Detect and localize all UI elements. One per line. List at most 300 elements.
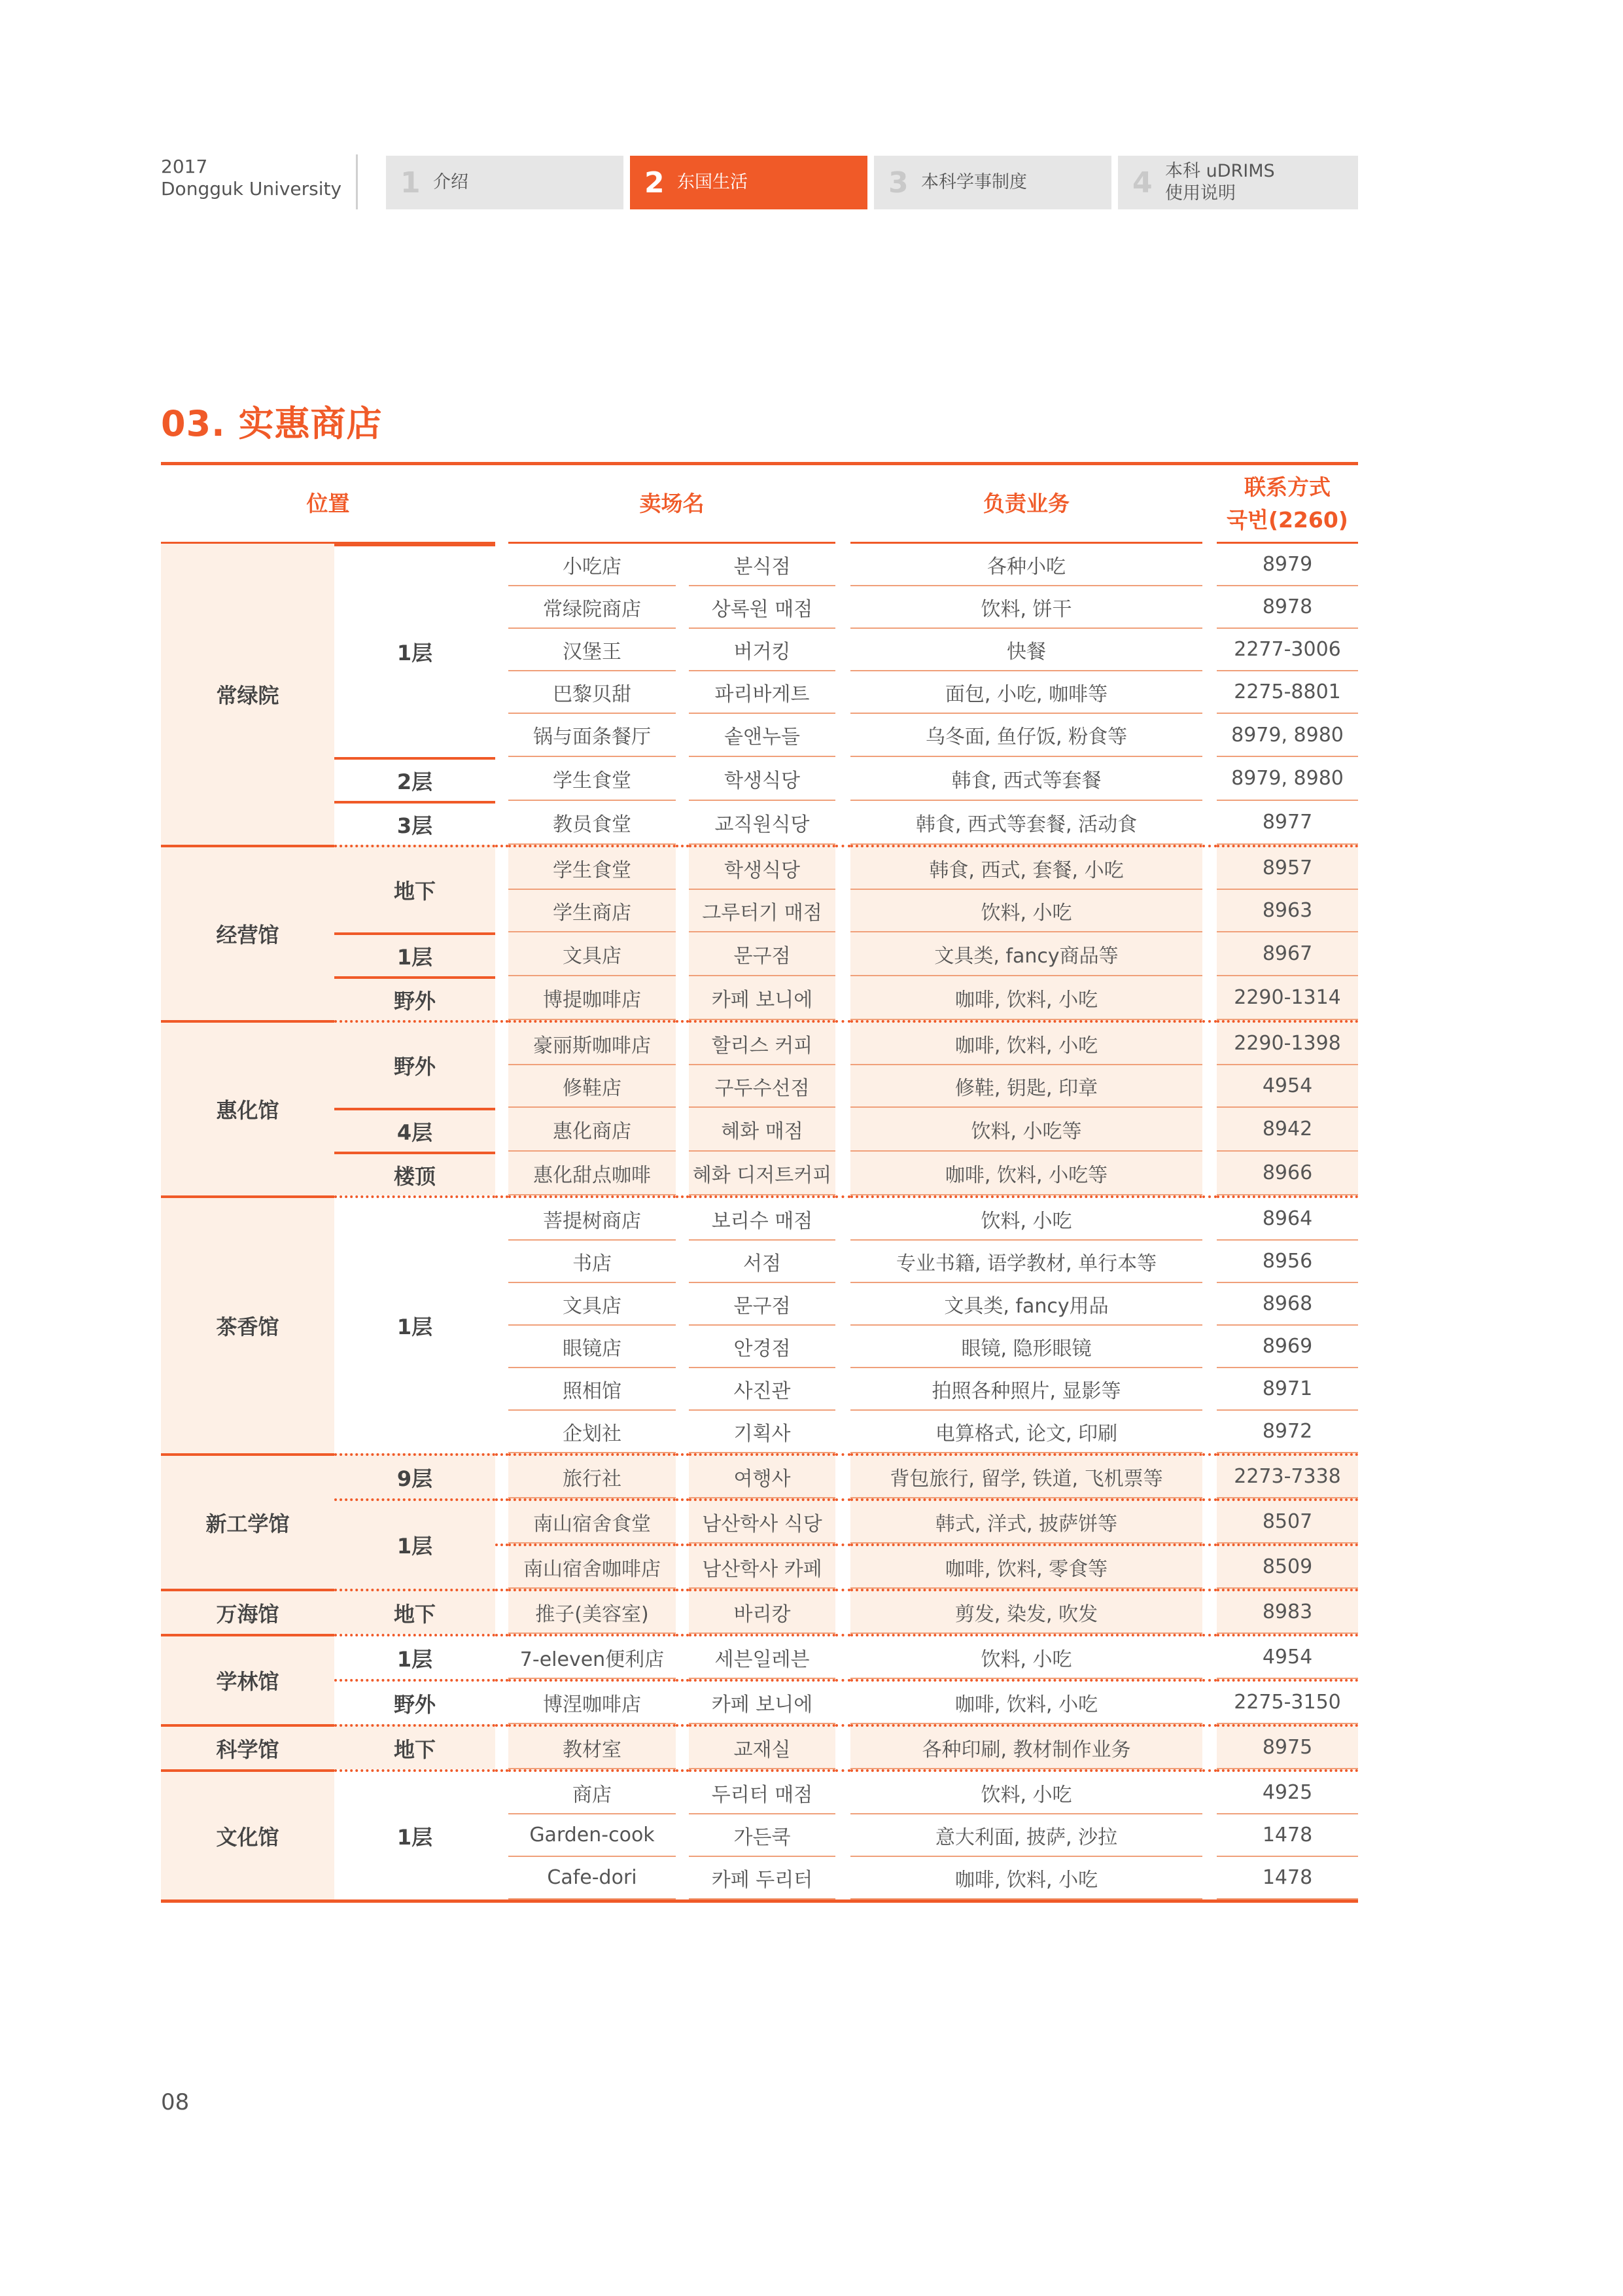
store-name-cn: 旅行社 bbox=[508, 1453, 676, 1498]
column-gap bbox=[835, 801, 850, 845]
business-desc: 文具类, fancy商品等 bbox=[850, 932, 1202, 976]
store-name-cn: 锅与面条餐厅 bbox=[508, 714, 676, 757]
contact-number: 8983 bbox=[1217, 1589, 1358, 1634]
column-gap bbox=[676, 1241, 689, 1283]
column-gap bbox=[676, 1020, 689, 1065]
store-name-cn: 教材室 bbox=[508, 1724, 676, 1769]
building-name: 科学馆 bbox=[161, 1724, 334, 1769]
contact-number: 2290-1398 bbox=[1217, 1020, 1358, 1065]
business-desc: 剪发, 染发, 吹发 bbox=[850, 1589, 1202, 1634]
column-gap bbox=[676, 1195, 689, 1241]
contact-number: 8972 bbox=[1217, 1411, 1358, 1453]
contact-number: 8956 bbox=[1217, 1241, 1358, 1283]
store-name-cn: 修鞋店 bbox=[508, 1065, 676, 1108]
table-row bbox=[161, 1679, 1358, 1724]
floor-label: 野外 bbox=[334, 1020, 495, 1108]
contact-number: 8968 bbox=[1217, 1283, 1358, 1326]
column-gap bbox=[676, 1589, 689, 1634]
store-name-cn: 南山宿舍食堂 bbox=[508, 1498, 676, 1544]
column-gap bbox=[835, 1724, 850, 1769]
column-gap bbox=[835, 890, 850, 932]
column-gap bbox=[495, 714, 508, 757]
column-gap bbox=[495, 1814, 508, 1857]
column-gap bbox=[676, 714, 689, 757]
store-name-cn: 学生食堂 bbox=[508, 757, 676, 801]
store-name-kr: 바리캉 bbox=[689, 1589, 835, 1634]
store-name-cn: 眼镜店 bbox=[508, 1326, 676, 1368]
store-name-kr: 여행사 bbox=[689, 1453, 835, 1498]
store-name-cn: 学生食堂 bbox=[508, 845, 676, 890]
column-gap bbox=[835, 1544, 850, 1589]
contact-number: 8978 bbox=[1217, 586, 1358, 629]
column-gap bbox=[495, 629, 508, 671]
floor-label: 楼顶 bbox=[334, 1152, 495, 1195]
column-gap bbox=[495, 1857, 508, 1899]
business-desc: 韩食, 西式等套餐 bbox=[850, 757, 1202, 801]
column-gap bbox=[676, 1724, 689, 1769]
column-gap bbox=[1202, 1769, 1217, 1814]
column-gap bbox=[676, 1453, 689, 1498]
business-desc: 修鞋, 钥匙, 印章 bbox=[850, 1065, 1202, 1108]
table-row bbox=[161, 1195, 1358, 1241]
store-name-kr: 구두수선점 bbox=[689, 1065, 835, 1108]
contact-number: 8979, 8980 bbox=[1217, 757, 1358, 801]
column-gap bbox=[676, 1634, 689, 1679]
table-row bbox=[161, 1634, 1358, 1679]
table-row bbox=[161, 1453, 1358, 1498]
column-gap bbox=[1202, 1679, 1217, 1724]
floor-label: 地下 bbox=[334, 845, 495, 932]
column-gap bbox=[495, 1544, 508, 1589]
store-name-cn: 文具店 bbox=[508, 932, 676, 976]
table-row bbox=[161, 1108, 1358, 1152]
contact-number: 8963 bbox=[1217, 890, 1358, 932]
column-gap bbox=[1202, 1108, 1217, 1152]
column-gap bbox=[676, 1544, 689, 1589]
page-number: 08 bbox=[161, 2089, 190, 2115]
column-gap bbox=[1202, 544, 1217, 586]
column-gap bbox=[495, 1769, 508, 1814]
column-gap bbox=[1202, 1411, 1217, 1453]
header-divider bbox=[356, 154, 358, 209]
business-desc: 咖啡, 饮料, 小吃 bbox=[850, 1679, 1202, 1724]
column-gap bbox=[495, 1065, 508, 1108]
column-gap bbox=[835, 1283, 850, 1326]
store-name-cn: 汉堡王 bbox=[508, 629, 676, 671]
column-gap bbox=[676, 1679, 689, 1724]
column-gap bbox=[835, 629, 850, 671]
column-gap bbox=[1202, 1453, 1217, 1498]
contact-number: 2275-3150 bbox=[1217, 1679, 1358, 1724]
contact-number: 2277-3006 bbox=[1217, 629, 1358, 671]
building-name: 万海馆 bbox=[161, 1589, 334, 1634]
column-gap bbox=[1202, 586, 1217, 629]
column-gap bbox=[495, 801, 508, 845]
column-gap bbox=[835, 586, 850, 629]
column-gap bbox=[835, 1020, 850, 1065]
business-desc: 咖啡, 饮料, 小吃 bbox=[850, 1857, 1202, 1899]
column-gap bbox=[1202, 1195, 1217, 1241]
store-name-kr: 카페 두리터 bbox=[689, 1857, 835, 1899]
column-gap bbox=[835, 1241, 850, 1283]
business-desc: 拍照各种照片, 显影等 bbox=[850, 1368, 1202, 1411]
column-gap bbox=[495, 1152, 508, 1195]
store-name-kr: 세븐일레븐 bbox=[689, 1634, 835, 1679]
business-desc: 咖啡, 饮料, 小吃等 bbox=[850, 1152, 1202, 1195]
table-row bbox=[161, 1152, 1358, 1195]
header-location: 位置 bbox=[161, 465, 495, 544]
column-gap bbox=[1202, 845, 1217, 890]
business-desc: 各种印刷, 教材制作业务 bbox=[850, 1724, 1202, 1769]
store-name-kr: 남산학사 카페 bbox=[689, 1544, 835, 1589]
contact-number: 8967 bbox=[1217, 932, 1358, 976]
floor-label: 地下 bbox=[334, 1724, 495, 1769]
column-gap bbox=[835, 1453, 850, 1498]
column-gap bbox=[676, 1152, 689, 1195]
table-row bbox=[161, 544, 1358, 586]
column-gap bbox=[495, 976, 508, 1020]
column-gap bbox=[676, 1065, 689, 1108]
column-gap bbox=[676, 1857, 689, 1899]
column-gap bbox=[835, 544, 850, 586]
column-gap bbox=[835, 1814, 850, 1857]
building-name: 惠化馆 bbox=[161, 1020, 334, 1195]
store-name-kr: 학생식당 bbox=[689, 757, 835, 801]
business-desc: 饮料, 小吃等 bbox=[850, 1108, 1202, 1152]
tab-label: 介绍 bbox=[433, 172, 468, 192]
column-gap bbox=[835, 1589, 850, 1634]
floor-label: 地下 bbox=[334, 1589, 495, 1634]
header-contact bbox=[1217, 465, 1358, 544]
store-name-kr: 그루터기 매점 bbox=[689, 890, 835, 932]
store-name-cn: 巴黎贝甜 bbox=[508, 671, 676, 714]
store-name-kr: 솥앤누들 bbox=[689, 714, 835, 757]
column-gap bbox=[835, 1368, 850, 1411]
business-desc: 各种小吃 bbox=[850, 544, 1202, 586]
store-name-cn: 学生商店 bbox=[508, 890, 676, 932]
building-name: 茶香馆 bbox=[161, 1195, 334, 1453]
business-desc: 韩食, 西式, 套餐, 小吃 bbox=[850, 845, 1202, 890]
column-gap bbox=[676, 671, 689, 714]
business-desc: 饮料, 小吃 bbox=[850, 1634, 1202, 1679]
column-gap bbox=[835, 1634, 850, 1679]
store-name-kr: 문구점 bbox=[689, 932, 835, 976]
column-gap bbox=[676, 629, 689, 671]
column-gap bbox=[495, 1498, 508, 1544]
column-gap bbox=[835, 1679, 850, 1724]
table-row bbox=[161, 1769, 1358, 1814]
column-gap bbox=[495, 1195, 508, 1241]
business-desc: 饮料, 小吃 bbox=[850, 1769, 1202, 1814]
contact-number: 8964 bbox=[1217, 1195, 1358, 1241]
store-name-cn: 常绿院商店 bbox=[508, 586, 676, 629]
column-gap bbox=[495, 544, 508, 586]
store-name-kr: 혜화 매점 bbox=[689, 1108, 835, 1152]
store-name-cn: 教员食堂 bbox=[508, 801, 676, 845]
column-gap bbox=[676, 1326, 689, 1368]
store-name-kr: 카페 보니에 bbox=[689, 976, 835, 1020]
floor-label: 3层 bbox=[334, 801, 495, 845]
floor-label: 野外 bbox=[334, 976, 495, 1020]
column-gap bbox=[835, 671, 850, 714]
store-name-kr: 혜화 디저트커피 bbox=[689, 1152, 835, 1195]
table-row bbox=[161, 801, 1358, 845]
business-desc: 眼镜, 隐形眼镜 bbox=[850, 1326, 1202, 1368]
header-brand bbox=[161, 156, 341, 200]
contact-number: 4954 bbox=[1217, 1065, 1358, 1108]
column-gap bbox=[495, 890, 508, 932]
contact-number: 8971 bbox=[1217, 1368, 1358, 1411]
column-gap bbox=[1202, 1498, 1217, 1544]
store-name-kr: 두리터 매점 bbox=[689, 1769, 835, 1814]
store-name-kr: 교직원식당 bbox=[689, 801, 835, 845]
store-name-cn: 书店 bbox=[508, 1241, 676, 1283]
floor-label: 野外 bbox=[334, 1679, 495, 1724]
table-row bbox=[161, 932, 1358, 976]
building-name: 文化馆 bbox=[161, 1769, 334, 1899]
column-gap bbox=[495, 671, 508, 714]
contact-number: 8975 bbox=[1217, 1724, 1358, 1769]
column-gap bbox=[1202, 932, 1217, 976]
building-name: 学林馆 bbox=[161, 1634, 334, 1724]
column-gap bbox=[676, 586, 689, 629]
contact-number: 8966 bbox=[1217, 1152, 1358, 1195]
tab-academic-system[interactable] bbox=[874, 156, 1111, 209]
column-gap bbox=[495, 586, 508, 629]
column-gap bbox=[835, 845, 850, 890]
column-gap bbox=[495, 757, 508, 801]
floor-label: 1层 bbox=[334, 1195, 495, 1453]
floor-label: 9层 bbox=[334, 1453, 495, 1498]
column-gap bbox=[835, 976, 850, 1020]
column-gap bbox=[835, 757, 850, 801]
column-gap bbox=[835, 932, 850, 976]
business-desc: 文具类, fancy用品 bbox=[850, 1283, 1202, 1326]
column-gap bbox=[495, 1453, 508, 1498]
column-gap bbox=[1202, 1724, 1217, 1769]
floor-label: 1层 bbox=[334, 544, 495, 757]
table-header-row bbox=[161, 465, 1358, 544]
column-gap bbox=[676, 757, 689, 801]
header-contact-line2: 국번(2260) bbox=[1227, 506, 1348, 533]
column-gap bbox=[1202, 890, 1217, 932]
store-name-cn: 企划社 bbox=[508, 1411, 676, 1453]
building-name: 经营馆 bbox=[161, 845, 334, 1020]
column-gap bbox=[835, 1498, 850, 1544]
building-name: 新工学馆 bbox=[161, 1453, 334, 1589]
column-gap bbox=[495, 1326, 508, 1368]
stores-table bbox=[161, 462, 1358, 1903]
store-name-kr: 안경점 bbox=[689, 1326, 835, 1368]
contact-number: 8979 bbox=[1217, 544, 1358, 586]
column-gap bbox=[495, 1724, 508, 1769]
business-desc: 背包旅行, 留学, 铁道, 飞机票等 bbox=[850, 1453, 1202, 1498]
column-gap bbox=[676, 845, 689, 890]
store-name-cn: Garden-cook bbox=[508, 1814, 676, 1857]
table-row bbox=[161, 845, 1358, 890]
store-name-kr: 서점 bbox=[689, 1241, 835, 1283]
business-desc: 意大利面, 披萨, 沙拉 bbox=[850, 1814, 1202, 1857]
contact-number: 8957 bbox=[1217, 845, 1358, 890]
store-name-kr: 기획사 bbox=[689, 1411, 835, 1453]
column-gap bbox=[835, 1857, 850, 1899]
column-gap bbox=[1202, 1857, 1217, 1899]
contact-number: 1478 bbox=[1217, 1857, 1358, 1899]
floor-label: 2层 bbox=[334, 757, 495, 801]
store-name-cn: 豪丽斯咖啡店 bbox=[508, 1020, 676, 1065]
column-gap bbox=[1202, 1368, 1217, 1411]
contact-number: 2290-1314 bbox=[1217, 976, 1358, 1020]
column-gap bbox=[1202, 1020, 1217, 1065]
column-gap bbox=[1202, 671, 1217, 714]
business-desc: 乌冬面, 鱼仔饭, 粉食等 bbox=[850, 714, 1202, 757]
table-row bbox=[161, 976, 1358, 1020]
header-business: 负责业务 bbox=[850, 465, 1202, 544]
column-gap bbox=[1202, 714, 1217, 757]
header-store: 卖场名 bbox=[508, 465, 835, 544]
column-gap bbox=[1202, 1283, 1217, 1326]
column-gap bbox=[835, 1769, 850, 1814]
column-gap bbox=[835, 1065, 850, 1108]
floor-label: 1层 bbox=[334, 932, 495, 976]
tab-number: 2 bbox=[644, 166, 665, 200]
column-gap bbox=[495, 1679, 508, 1724]
business-desc: 快餐 bbox=[850, 629, 1202, 671]
floor-label: 1层 bbox=[334, 1769, 495, 1899]
header-year: 2017 bbox=[161, 156, 208, 177]
column-gap bbox=[495, 1020, 508, 1065]
column-gap bbox=[495, 1108, 508, 1152]
table-row bbox=[161, 1589, 1358, 1634]
column-gap bbox=[1202, 1634, 1217, 1679]
contact-number: 8507 bbox=[1217, 1498, 1358, 1544]
column-gap bbox=[1202, 1814, 1217, 1857]
tab-udrims-guide[interactable] bbox=[1118, 156, 1358, 209]
tab-label-line1: 本科 uDRIMS bbox=[1165, 161, 1275, 181]
floor-label: 4层 bbox=[334, 1108, 495, 1152]
column-gap bbox=[495, 1241, 508, 1283]
column-gap bbox=[1202, 1544, 1217, 1589]
tab-label: 东国生活 bbox=[677, 172, 748, 192]
store-name-cn: 照相馆 bbox=[508, 1368, 676, 1411]
store-name-kr: 보리수 매점 bbox=[689, 1195, 835, 1241]
building-name: 常绿院 bbox=[161, 544, 334, 845]
tab-number: 1 bbox=[400, 166, 421, 200]
business-desc: 韩食, 西式等套餐, 活动食 bbox=[850, 801, 1202, 845]
column-gap bbox=[676, 1108, 689, 1152]
column-gap bbox=[1202, 629, 1217, 671]
column-gap bbox=[676, 1411, 689, 1453]
column-gap bbox=[495, 932, 508, 976]
business-desc: 饮料, 饼干 bbox=[850, 586, 1202, 629]
store-name-cn: 文具店 bbox=[508, 1283, 676, 1326]
column-gap bbox=[495, 1283, 508, 1326]
column-gap bbox=[676, 801, 689, 845]
header-university: Dongguk University bbox=[161, 178, 342, 200]
store-name-cn: 推子(美容室) bbox=[508, 1589, 676, 1634]
tab-number: 4 bbox=[1132, 166, 1153, 200]
column-gap bbox=[1202, 757, 1217, 801]
section-title: 03. 实惠商店 bbox=[161, 403, 383, 444]
column-gap bbox=[835, 1108, 850, 1152]
column-gap bbox=[1202, 1065, 1217, 1108]
tab-dongguk-life[interactable] bbox=[630, 156, 867, 209]
column-gap bbox=[676, 1498, 689, 1544]
tab-intro[interactable] bbox=[386, 156, 623, 209]
store-name-kr: 남산학사 식당 bbox=[689, 1498, 835, 1544]
column-gap bbox=[495, 1589, 508, 1634]
contact-number: 8942 bbox=[1217, 1108, 1358, 1152]
column-gap bbox=[835, 1195, 850, 1241]
column-gap bbox=[1202, 1589, 1217, 1634]
contact-number: 8509 bbox=[1217, 1544, 1358, 1589]
floor-label: 1层 bbox=[334, 1498, 495, 1589]
column-gap bbox=[676, 932, 689, 976]
store-name-kr: 사진관 bbox=[689, 1368, 835, 1411]
contact-number: 4925 bbox=[1217, 1769, 1358, 1814]
contact-number: 2273-7338 bbox=[1217, 1453, 1358, 1498]
tab-label: 本科学事制度 bbox=[921, 172, 1027, 192]
contact-number: 8969 bbox=[1217, 1326, 1358, 1368]
column-gap bbox=[1202, 801, 1217, 845]
contact-number: 1478 bbox=[1217, 1814, 1358, 1857]
business-desc: 面包, 小吃, 咖啡等 bbox=[850, 671, 1202, 714]
contact-number: 4954 bbox=[1217, 1634, 1358, 1679]
business-desc: 咖啡, 饮料, 小吃 bbox=[850, 1020, 1202, 1065]
column-gap bbox=[1202, 1241, 1217, 1283]
header-contact-line1: 联系方式 bbox=[1244, 474, 1331, 500]
column-gap bbox=[835, 714, 850, 757]
business-desc: 饮料, 小吃 bbox=[850, 890, 1202, 932]
business-desc: 咖啡, 饮料, 小吃 bbox=[850, 976, 1202, 1020]
tab-label bbox=[1165, 160, 1275, 205]
store-name-cn: 惠化甜点咖啡 bbox=[508, 1152, 676, 1195]
table-row bbox=[161, 1724, 1358, 1769]
tab-number: 3 bbox=[888, 166, 909, 200]
store-name-kr: 문구점 bbox=[689, 1283, 835, 1326]
table-row bbox=[161, 757, 1358, 801]
column-gap bbox=[495, 1634, 508, 1679]
column-gap bbox=[676, 1814, 689, 1857]
column-gap bbox=[835, 1411, 850, 1453]
tab-label-line2: 使用说明 bbox=[1165, 183, 1236, 203]
business-desc: 专业书籍, 语学教材, 单行本等 bbox=[850, 1241, 1202, 1283]
store-name-kr: 분식점 bbox=[689, 544, 835, 586]
floor-label: 1层 bbox=[334, 1634, 495, 1679]
store-name-cn: 惠化商店 bbox=[508, 1108, 676, 1152]
store-name-cn: 小吃店 bbox=[508, 544, 676, 586]
store-name-cn: 博提咖啡店 bbox=[508, 976, 676, 1020]
business-desc: 电算格式, 论文, 印刷 bbox=[850, 1411, 1202, 1453]
column-gap bbox=[676, 890, 689, 932]
column-gap bbox=[495, 845, 508, 890]
store-name-cn: 菩提树商店 bbox=[508, 1195, 676, 1241]
column-gap bbox=[676, 544, 689, 586]
store-name-cn: 博涅咖啡店 bbox=[508, 1679, 676, 1724]
store-name-kr: 학생식당 bbox=[689, 845, 835, 890]
store-name-cn: 商店 bbox=[508, 1769, 676, 1814]
column-gap bbox=[495, 1411, 508, 1453]
contact-number: 8977 bbox=[1217, 801, 1358, 845]
contact-number: 8979, 8980 bbox=[1217, 714, 1358, 757]
store-name-kr: 상록원 매점 bbox=[689, 586, 835, 629]
column-gap bbox=[495, 1368, 508, 1411]
column-gap bbox=[1202, 1152, 1217, 1195]
contact-number: 2275-8801 bbox=[1217, 671, 1358, 714]
store-name-cn: 南山宿舍咖啡店 bbox=[508, 1544, 676, 1589]
column-gap bbox=[835, 1152, 850, 1195]
column-gap bbox=[1202, 1326, 1217, 1368]
